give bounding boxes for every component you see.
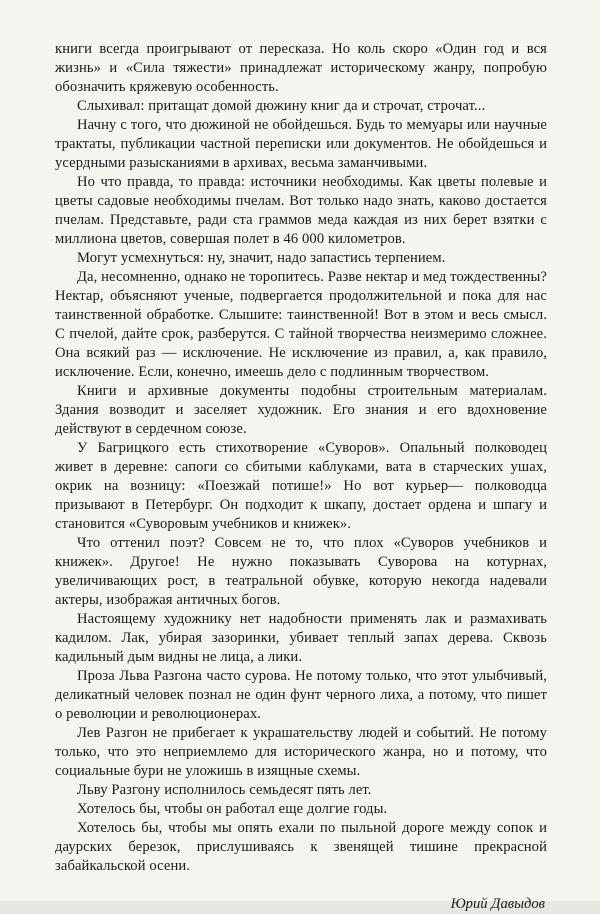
paragraph: Могут усмехнуться: ну, значит, надо запастись терпением. (77, 250, 446, 266)
body-text (55, 40, 547, 876)
paragraph: Настоящему художнику нет надобности применять лак и размахивать кадилом. Лак, убирая зазоринки, убивает теплый запах дерева. Сквозь кадильный дым видны не лица, а лики. (55, 611, 547, 665)
paragraph: Книги и архивные документы подобны строительным материалам. Здания возводит и заселяет художник. Его знания и его вдохновение действуют в сердечном союзе. (55, 383, 547, 437)
paragraph: Но что правда, то правда: источники необходимы. Как цветы полевые и цветы садовые необходимы пчелам. Вот только надо знать, каково достается пчелам. Представьте, ради ста граммов меда каждая из них берет взятки с миллиона цветов, совершая полет в 46 000 километров. (55, 174, 547, 247)
author-signature: Юрий Давыдов (450, 896, 545, 912)
paragraph: У Багрицкого есть стихотворение «Суворов». Опальный полководец живет в деревне: сапоги со сбитыми каблуками, вата в старческих ушах, окрик на возницу: «Поезжай потише!» Но вот курьер— полководца призывают в Петербург. Он подходит к шкапу, достает ордена и шпагу и становится «Суворовым учебников и книжек». (55, 440, 547, 532)
paragraph: Что оттенил поэт? Совсем не то, что плох «Суворов учебников и книжек». Другое! Не нужно показывать Суворова на котурнах, увеличивающих рост, в театральной обувке, которую некогда надевали актеры, изображая античных богов. (55, 535, 547, 608)
paragraph: Слыхивал: притащат домой дюжину книг да и строчат, строчат... (77, 98, 486, 114)
paragraph: Проза Льва Разгона часто сурова. Не потому только, что этот улыбчивый, деликатный человек познал не один фунт черного лиха, а потому, что пишет о революции и революционерах. (55, 668, 547, 722)
paragraph: Льву Разгону исполнилось семьдесят пять лет. (77, 782, 372, 798)
paragraph: книги всегда проигрывают от пересказа. Но коль скоро «Один год и вся жизнь» и «Сила тяжести» принадлежат историческому жанру, попробую обозначить кряжевую особенность. (55, 41, 547, 95)
paragraph: Хотелось бы, чтобы он работал еще долгие годы. (77, 801, 388, 817)
paragraph: Начну с того, что дюжиной не обойдешься. Будь то мемуары или научные трактаты, публикации частной переписки или документов. Не обойдешься и усердными разысканиями в архивах, весьма заманчивыми. (55, 117, 547, 171)
paragraph: Да, несомненно, однако не торопитесь. Разве нектар и мед тождественны? Нектар, объясняют ученые, подвергается продолжительной и пока для нас таинственной обработке. Слышите: таинственной! Вот в этом и весь смысл. С пчелой, дайте срок, разберутся. С тайной творчества неизмеримо сложнее. Она всякий раз — исключение. Не исключение из правил, а, как правило, исключение. Если, конечно, имеешь дело с подлинным творчеством. (55, 269, 547, 380)
paragraph: Лев Разгон не прибегает к украшательству людей и событий. Не потому только, что это неприемлемо для исторического жанра, но и потому, что социальные бури не уложишь в изящные схемы. (55, 725, 547, 779)
paragraph: Хотелось бы, чтобы мы опять ехали по пыльной дороге между сопок и даурских березок, прислушиваясь к звенящей тишине прекрасной забайкальской осени. (55, 820, 547, 874)
